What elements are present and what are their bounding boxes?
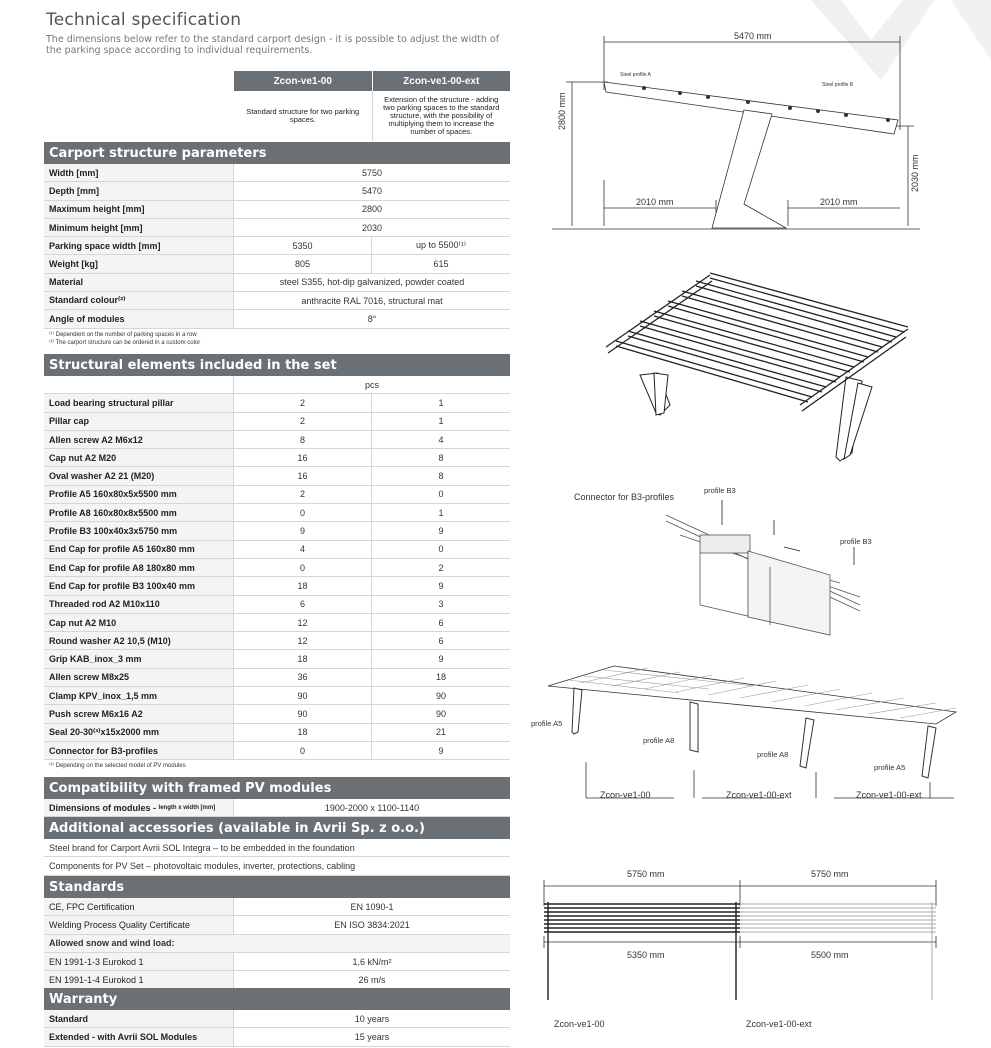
front-model-1: Zcon-ve1-00	[554, 1019, 605, 1029]
row-model-2: Zcon-ve1-00-ext	[726, 790, 792, 800]
table-row: Profile A8 160x80x8x5500 mm 0 1	[44, 504, 510, 522]
table-row: Seal 20-30⁽³⁾x15x2000 mm 18 21	[44, 724, 510, 742]
table-row: Components for PV Set – photovoltaic modules, inverter, protections, cabling	[44, 857, 510, 875]
footnote-1: ⁽¹⁾ Dependent on the number of parking spaces in a row	[49, 331, 197, 338]
table-row: EN 1991-1-3 Eurokod 1 1,6 kN/m²	[44, 953, 510, 971]
section-title: Structural elements included in the set	[44, 354, 510, 376]
structural-elements-table	[44, 354, 510, 770]
table-row: Minimum height [mm] 2030	[44, 219, 510, 237]
table-row: Pillar cap 2 1	[44, 413, 510, 431]
accessories-table	[44, 817, 510, 876]
table-row: Profile A5 160x80x5x5500 mm 2 0	[44, 486, 510, 504]
table-row: Oval washer A2 21 (M20) 16 8	[44, 467, 510, 485]
table-row: Allen screw M8x25 36 18	[44, 669, 510, 687]
label-a5-right: profile A5	[874, 763, 906, 772]
table-row: Steel brand for Carport Avrii SOL Integra – to be embedded in the foundation	[44, 839, 510, 857]
dim-right: 2010 mm	[820, 197, 858, 207]
isometric-diagram	[600, 265, 915, 465]
connector-diagram	[660, 495, 870, 645]
section-title: Compatibility with framed PV modules	[44, 777, 510, 799]
dim-width: 5470 mm	[734, 31, 772, 41]
column-header-ext: Zcon-ve1-00-ext	[373, 71, 511, 91]
table-row: Width [mm] 5750	[44, 164, 510, 182]
label-a8-2: profile A8	[757, 750, 789, 759]
front-space-1: 5350 mm	[627, 950, 665, 960]
row-model-1: Zcon-ve1-00	[600, 790, 651, 800]
page-title: Technical specification	[46, 10, 242, 30]
standards-table	[44, 876, 510, 989]
table-row: End Cap for profile A5 160x80 mm 4 0	[44, 541, 510, 559]
table-row: Cap nut A2 M10 12 6	[44, 614, 510, 632]
table-row: End Cap for profile A8 180x80 mm 0 2	[44, 559, 510, 577]
table-row: Standard 10 years	[44, 1010, 510, 1028]
table-row: Grip KAB_inox_3 mm 18 9	[44, 650, 510, 668]
table-row: Parking space width [mm] 5350 up to 5500⁽¹⁾	[44, 237, 510, 255]
section-title: Additional accessories (available in Avrii Sp. z o.o.)	[44, 817, 510, 839]
dim-left: 2010 mm	[636, 197, 674, 207]
table-row: Weight [kg] 805 615	[44, 255, 510, 273]
column-desc-standard: Standard structure for two parking spaces.	[234, 91, 373, 141]
section-title: Warranty	[44, 988, 510, 1010]
dim-max-height: 2800 mm	[557, 92, 567, 130]
label-a8-1: profile A8	[643, 736, 675, 745]
table-row: End Cap for profile B3 100x40 mm 18 9	[44, 577, 510, 595]
table-row: Push screw M6x16 A2 90 90	[44, 705, 510, 723]
table-row: Profile B3 100x40x3x5750 mm 9 9	[44, 522, 510, 540]
footnote-3: ⁽³⁾ Depending on the selected model of PV modules	[49, 763, 186, 770]
warranty-table	[44, 988, 510, 1047]
compatibility-table	[44, 777, 510, 817]
table-row: Extended - with Avrii SOL Modules 15 years	[44, 1028, 510, 1046]
front-space-2: 5500 mm	[811, 950, 849, 960]
carport-params-table	[44, 142, 510, 347]
table-row: Allen screw A2 M6x12 8 4	[44, 431, 510, 449]
table-row: CE, FPC Certification EN 1090-1	[44, 898, 510, 916]
table-row: Clamp KPV_inox_1,5 mm 90 90	[44, 687, 510, 705]
table-row: Connector for B3-profiles 0 9	[44, 742, 510, 760]
label-a5-left: profile A5	[531, 719, 563, 728]
column-header-standard: Zcon-ve1-00	[234, 71, 373, 91]
table-row: EN 1991-1-4 Eurokod 1 26 m/s	[44, 971, 510, 989]
label-profile-b: Steel profile B	[822, 82, 854, 88]
table-row: Depth [mm] 5470	[44, 182, 510, 200]
section-title: Carport structure parameters	[44, 142, 510, 164]
table-row: Angle of modules 8°	[44, 310, 510, 328]
front-width-2: 5750 mm	[811, 869, 849, 879]
table-row: Allowed snow and wind load:	[44, 935, 510, 953]
table-row: Maximum height [mm] 2800	[44, 201, 510, 219]
connector-title: Connector for B3-profiles	[574, 492, 675, 502]
unit-row: pcs	[44, 376, 510, 394]
footnote-2: ⁽²⁾ The carport structure can be ordered in a custom color	[49, 339, 201, 346]
table-row: Round washer A2 10,5 (M10) 12 6	[44, 632, 510, 650]
dim-min-height: 2030 mm	[910, 154, 920, 192]
row-view-diagram	[544, 660, 964, 800]
front-view-diagram	[540, 876, 940, 1004]
section-title: Standards	[44, 876, 510, 898]
row-model-3: Zcon-ve1-00-ext	[856, 790, 922, 800]
front-width-1: 5750 mm	[627, 869, 665, 879]
table-row: Load bearing structural pillar 2 1	[44, 394, 510, 412]
table-row: Dimensions of modules - length x width [mm] 1900-2000 x 1100-1140	[44, 799, 510, 817]
label-profile-a: Steel profile A	[620, 72, 651, 78]
table-row: Welding Process Quality Certificate EN ISO 3834:2021	[44, 916, 510, 934]
table-row: Material steel S355, hot-dip galvanized, powder coated	[44, 274, 510, 292]
front-model-2: Zcon-ve1-00-ext	[746, 1019, 812, 1029]
column-headers	[234, 71, 510, 141]
table-row: Standard colour⁽²⁾ anthracite RAL 7016, structural mat	[44, 292, 510, 310]
page-subtitle: The dimensions below refer to the standard carport design - it is possible to adjust the width of the parking space according to individual requirements.	[46, 34, 500, 56]
column-desc-ext: Extension of the structure - adding two parking spaces to the standard structure, with the possibility of multiplying them to increase the number of spaces.	[383, 95, 500, 136]
label-profile-b3-top: profile B3	[704, 486, 736, 495]
label-profile-b3-right: profile B3	[840, 537, 872, 546]
table-row: Threaded rod A2 M10x110 6 3	[44, 596, 510, 614]
side-view-diagram	[548, 30, 928, 235]
table-row: Cap nut A2 M20 16 8	[44, 449, 510, 467]
